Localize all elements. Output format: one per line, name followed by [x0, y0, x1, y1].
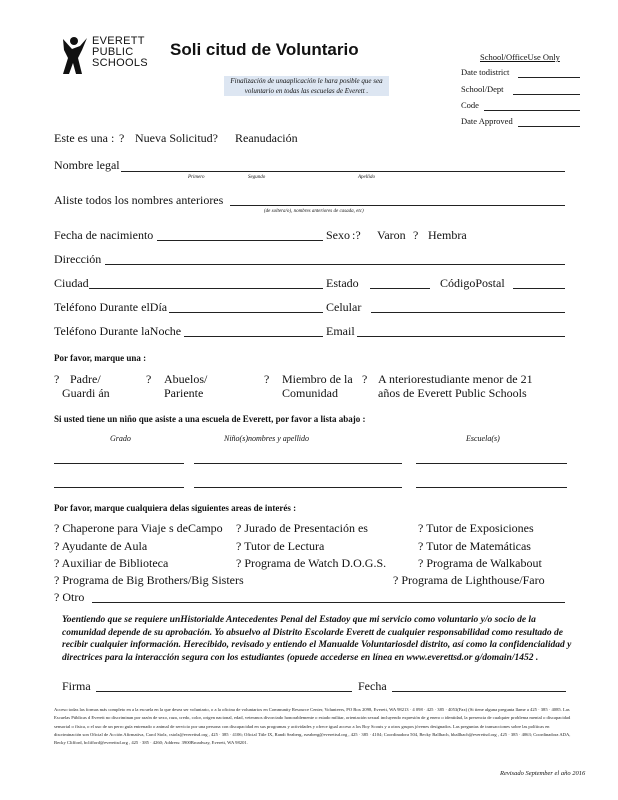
prior-names-field[interactable] [230, 205, 565, 206]
consent-statement: Yoentiendo que se requiere unHistorialde Antecedentes Penal del Estadoy que mi servicio como voluntario y/o socio de la comunidad depende de su aprobación. Yo absuelvo al Distrito Escolarde Everett de cualquier responsabilidad como resultado de recibir cualquier información. Herecibido, revisado y entiendo el Manualde Voluntariosdel distrito, así como la confidencialidad y directrices para la interacción segura con los estudiantes (opuede accederse en línea en www.everettsd.or g/domain/1452 . [62, 615, 572, 663]
child-grade-field-2[interactable] [54, 487, 184, 488]
page-subtitle: Finalización de unaaplicación le hara posible que sea voluntario en todas las escuelas de Everett . [224, 76, 389, 96]
interest-jury[interactable]: ? Jurado de Presentación es [236, 521, 368, 535]
col-grade-header: Grado [110, 434, 131, 443]
address-field[interactable] [105, 264, 565, 265]
role-grandparent-checkbox[interactable]: ? [146, 372, 152, 386]
col-school-header: Escuela(s) [466, 434, 500, 443]
revision-note: Revisado September el año 2016 [500, 770, 586, 777]
role-parent-checkbox[interactable]: ? [54, 372, 60, 386]
state-label: Estado [326, 276, 359, 290]
signature-date-label: Fecha [358, 679, 387, 693]
interest-walkabout[interactable]: ? Programa de Walkabout [418, 556, 542, 570]
renewal-label: Reanudación [235, 131, 298, 145]
email-label: Email [326, 324, 355, 338]
male-checkbox[interactable]: :? [352, 228, 361, 242]
footer-fine-print: Acceso todas las formas más completo en a la escuela en la que desea ser voluntario, o a la oficina de voluntarios en Community Resource Center, Volunteers, PO Box 2098, Everett, WA 98213 · 4 098 · 425 · 385 · 4053(Fax) (Si tiene alguna pregunta llame a 425 · 385 · 4085. Las Escuelas Públicas d Everett no discriminan por razón de sexo, raza, credo, color, origen nacional, edad, veteranos divorciado honorablemente o estado militar, orientación sexual incluyendo expresión de g enero o identidad, la presencia de cualquier problema mental o discapacidad sensorial o física, o el uso de un perro guía entrenado o animal de servicio por una persona con discapacidad en sus programas y actividades y ofrece igual acceso a los Boy Scouts y a otros grupos jóvenes designados. Las preguntas de transacciones sobre las políticas en discriminación son Oficial de Acción Afirmativa, Carol Stolz, cstolz@everettsd.org , 425 · 385 · 4106; Oficial Title IX, Randi Seaberg, rseaberg@everettsd.org , 425 · 385 · 4104; Coordinadora 504, Becky Ballbach, bballbach@everettsd.org , 425 · 385 · 4063; Coordinadora ADA, Becky Clifford, bclifford@everettsd.org , 425 · 385 · 4260; Address: 3900Broadway, Everett, WA 98201. [54, 707, 571, 746]
new-request-label: Nueva Solicitud? [135, 131, 218, 145]
interest-lighthouse[interactable]: ? Programa de Lighthouse/Faro [393, 573, 545, 587]
new-request-checkbox[interactable]: ? [119, 131, 125, 145]
office-date-to-district-label: Date todistrict [461, 67, 510, 77]
interest-other-field[interactable] [92, 602, 565, 603]
dob-field[interactable] [157, 240, 323, 241]
interest-math-tutor[interactable]: ? Tutor de Matemáticas [418, 539, 531, 553]
child-name-field-2[interactable] [194, 487, 402, 488]
col-child-name-header: Niño(s)nombres y apellido [224, 434, 310, 443]
child-school-field-1[interactable] [416, 463, 567, 464]
role-parent-label: Padre/ Guardi án [62, 372, 110, 400]
interests-prompt: Por favor, marque cualquiera delas siguientes areas de interés : [54, 503, 297, 513]
legal-name-field[interactable] [121, 171, 565, 172]
zip-label: CódigoPostal [440, 276, 505, 290]
child-name-field-1[interactable] [194, 463, 402, 464]
day-phone-label: Teléfono Durante elDía [54, 300, 168, 314]
interest-classroom-aide[interactable]: ? Ayudante de Aula [54, 539, 148, 553]
address-label: Dirección [54, 252, 102, 266]
interest-exhibit-tutor[interactable]: ? Tutor de Exposiciones [418, 521, 534, 535]
office-code-label: Code [461, 100, 479, 110]
children-prompt: Si usted tiene un niño que asiste a una escuela de Everett, por favor a lista abajo : [54, 414, 366, 424]
logo-text: EVERETT PUBLIC SCHOOLS [92, 35, 148, 69]
office-date-approved-label: Date Approved [461, 116, 513, 126]
state-field[interactable] [370, 288, 430, 289]
interest-library-aide[interactable]: ? Auxiliar de Biblioteca [54, 556, 169, 570]
night-phone-field[interactable] [184, 336, 323, 337]
city-field[interactable] [89, 288, 323, 289]
night-phone-label: Teléfono Durante laNoche [54, 324, 182, 338]
office-use-title: School/OfficeUse Only [480, 52, 560, 62]
page-title: Soli citud de Voluntario [170, 40, 359, 59]
district-logo [60, 36, 180, 84]
first-name-caption: Primero [188, 175, 205, 180]
role-prompt: Por favor, marque una : [54, 353, 147, 363]
signature-date-field[interactable] [392, 691, 566, 692]
office-date-to-district-field[interactable] [518, 77, 580, 78]
interest-big-brothers[interactable]: ? Programa de Big Brothers/Big Sisters [54, 573, 244, 587]
logo-figure-icon [60, 36, 90, 76]
cell-field[interactable] [371, 312, 565, 313]
office-code-field[interactable] [484, 110, 580, 111]
surname-caption: Apellido [358, 175, 375, 180]
role-former-student-checkbox[interactable]: ? [362, 372, 368, 386]
office-school-dept-field[interactable] [513, 94, 580, 95]
female-checkbox[interactable]: ? [413, 228, 419, 242]
role-grandparent-label: Abuelos/ Pariente [164, 372, 208, 400]
signature-label: Firma [62, 679, 91, 693]
office-school-dept-label: School/Dept [461, 84, 504, 94]
email-field[interactable] [357, 336, 565, 337]
role-community-label: Miembro de la Comunidad [282, 372, 353, 400]
interest-reading-tutor[interactable]: ? Tutor de Lectura [236, 539, 325, 553]
city-label: Ciudad [54, 276, 89, 290]
prior-names-label: Aliste todos los nombres anteriores [54, 193, 224, 207]
interest-other[interactable]: ? Otro [54, 590, 85, 604]
sex-label: Sexo [326, 228, 350, 242]
cell-label: Celular [326, 300, 362, 314]
signature-field[interactable] [96, 691, 352, 692]
role-former-student-label: A nteriorestudiante menor de 21 años de Everett Public Schools [378, 372, 533, 400]
role-community-checkbox[interactable]: ? [264, 372, 270, 386]
dob-label: Fecha de nacimiento [54, 228, 154, 242]
legal-name-label: Nombre legal [54, 158, 120, 172]
child-school-field-2[interactable] [416, 487, 567, 488]
day-phone-field[interactable] [169, 312, 323, 313]
male-label: Varon [377, 228, 406, 242]
zip-field[interactable] [513, 288, 565, 289]
child-grade-field-1[interactable] [54, 463, 184, 464]
office-date-approved-field[interactable] [518, 126, 580, 127]
interest-chaperone[interactable]: ? Chaperone para Viaje s deCampo [54, 521, 223, 535]
second-name-caption: Segundo [248, 175, 266, 180]
request-type-label: Este es una : [54, 131, 115, 145]
interest-watch-dogs[interactable]: ? Programa de Watch D.O.G.S. [236, 556, 387, 570]
female-label: Hembra [428, 228, 467, 242]
prior-names-caption: (de soltera/o), nombres anteriores de casada, etc) [264, 209, 364, 214]
